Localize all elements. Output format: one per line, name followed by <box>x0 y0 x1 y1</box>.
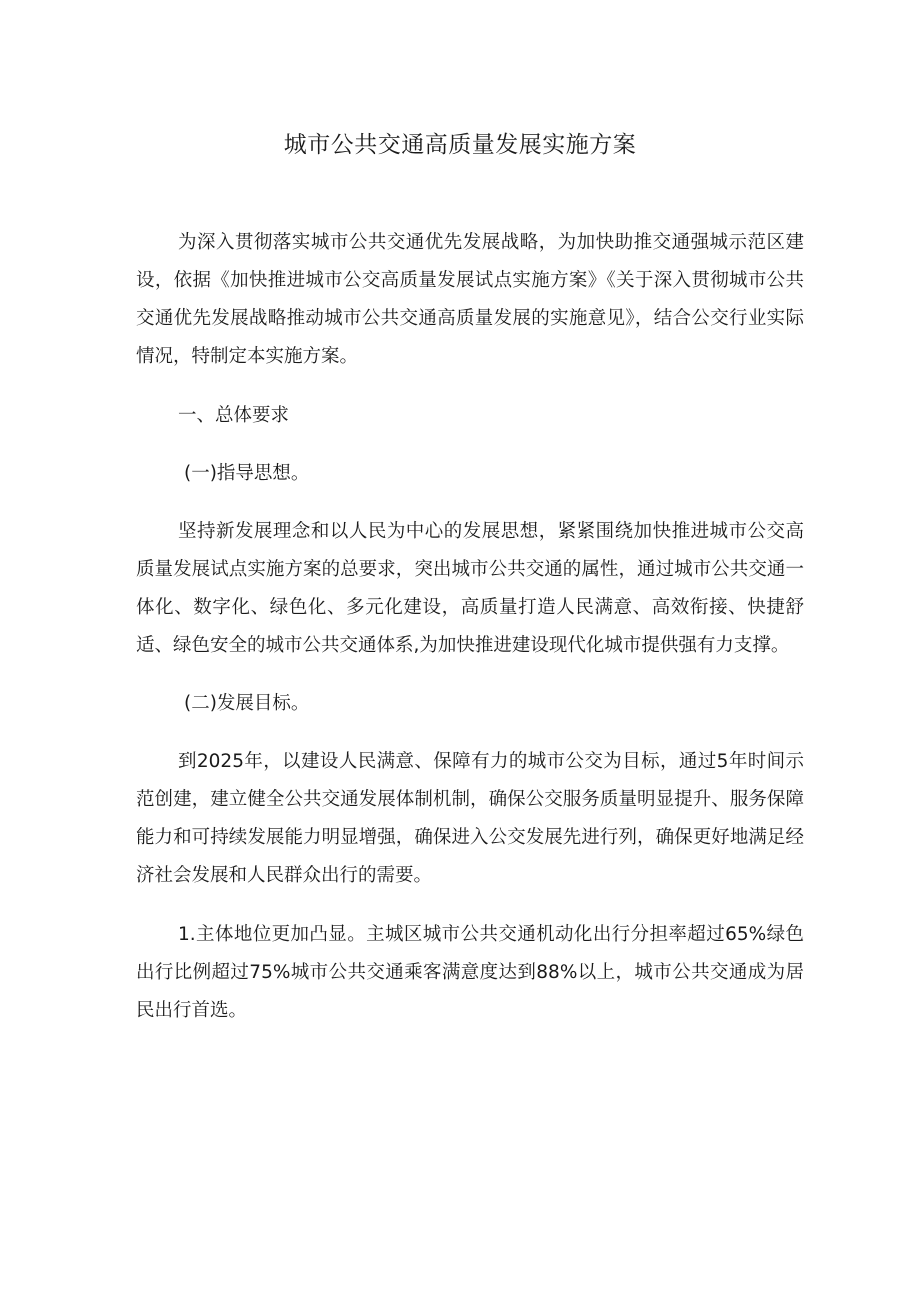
document-title: 城市公共交通高质量发展实施方案 <box>283 132 637 158</box>
section-heading-general-requirements: 一、总体要求 <box>178 405 290 426</box>
development-goals-paragraph: 到2025年，以建设人民满意、保障有力的城市公交为目标，通过5年时间示范创建，建立健全公共交通发展体制机制，确保公交服务质量明显提升、服务保障能力和可持续发展能力明显增强，确保进入公交发展先进行列，确保更好地满足经济社会发展和人民群众出行的需要。 <box>136 751 804 886</box>
subsection-heading-development-goals: (二)发展目标。 <box>184 693 310 714</box>
document-body <box>136 224 804 1030</box>
goal-item-1-paragraph: 1.主体地位更加凸显。主城区城市公共交通机动化出行分担率超过65%绿色出行比例超过75%城市公共交通乘客满意度达到88%以上，城市公共交通成为居民出行首选。 <box>136 924 804 1021</box>
subsection-heading-guiding-ideology: (一)指导思想。 <box>184 463 310 484</box>
guiding-ideology-paragraph: 坚持新发展理念和以人民为中心的发展思想，紧紧围绕加快推进城市公交高质量发展试点实施方案的总要求，突出城市公共交通的属性，通过城市公共交通一体化、数字化、绿色化、多元化建设，高质量打造人民满意、高效衔接、快捷舒适、绿色安全的城市公共交通体系,为加快推进建设现代化城市提供强有力支撑。 <box>136 521 804 656</box>
intro-paragraph: 为深入贯彻落实城市公共交通优先发展战略，为加快助推交通强城示范区建设，依据《加快推进城市公交高质量发展试点实施方案》《关于深入贯彻城市公共交通优先发展战略推动城市公共交通高质量发展的实施意见》，结合公交行业实际情况，特制定本实施方案。 <box>136 232 804 367</box>
